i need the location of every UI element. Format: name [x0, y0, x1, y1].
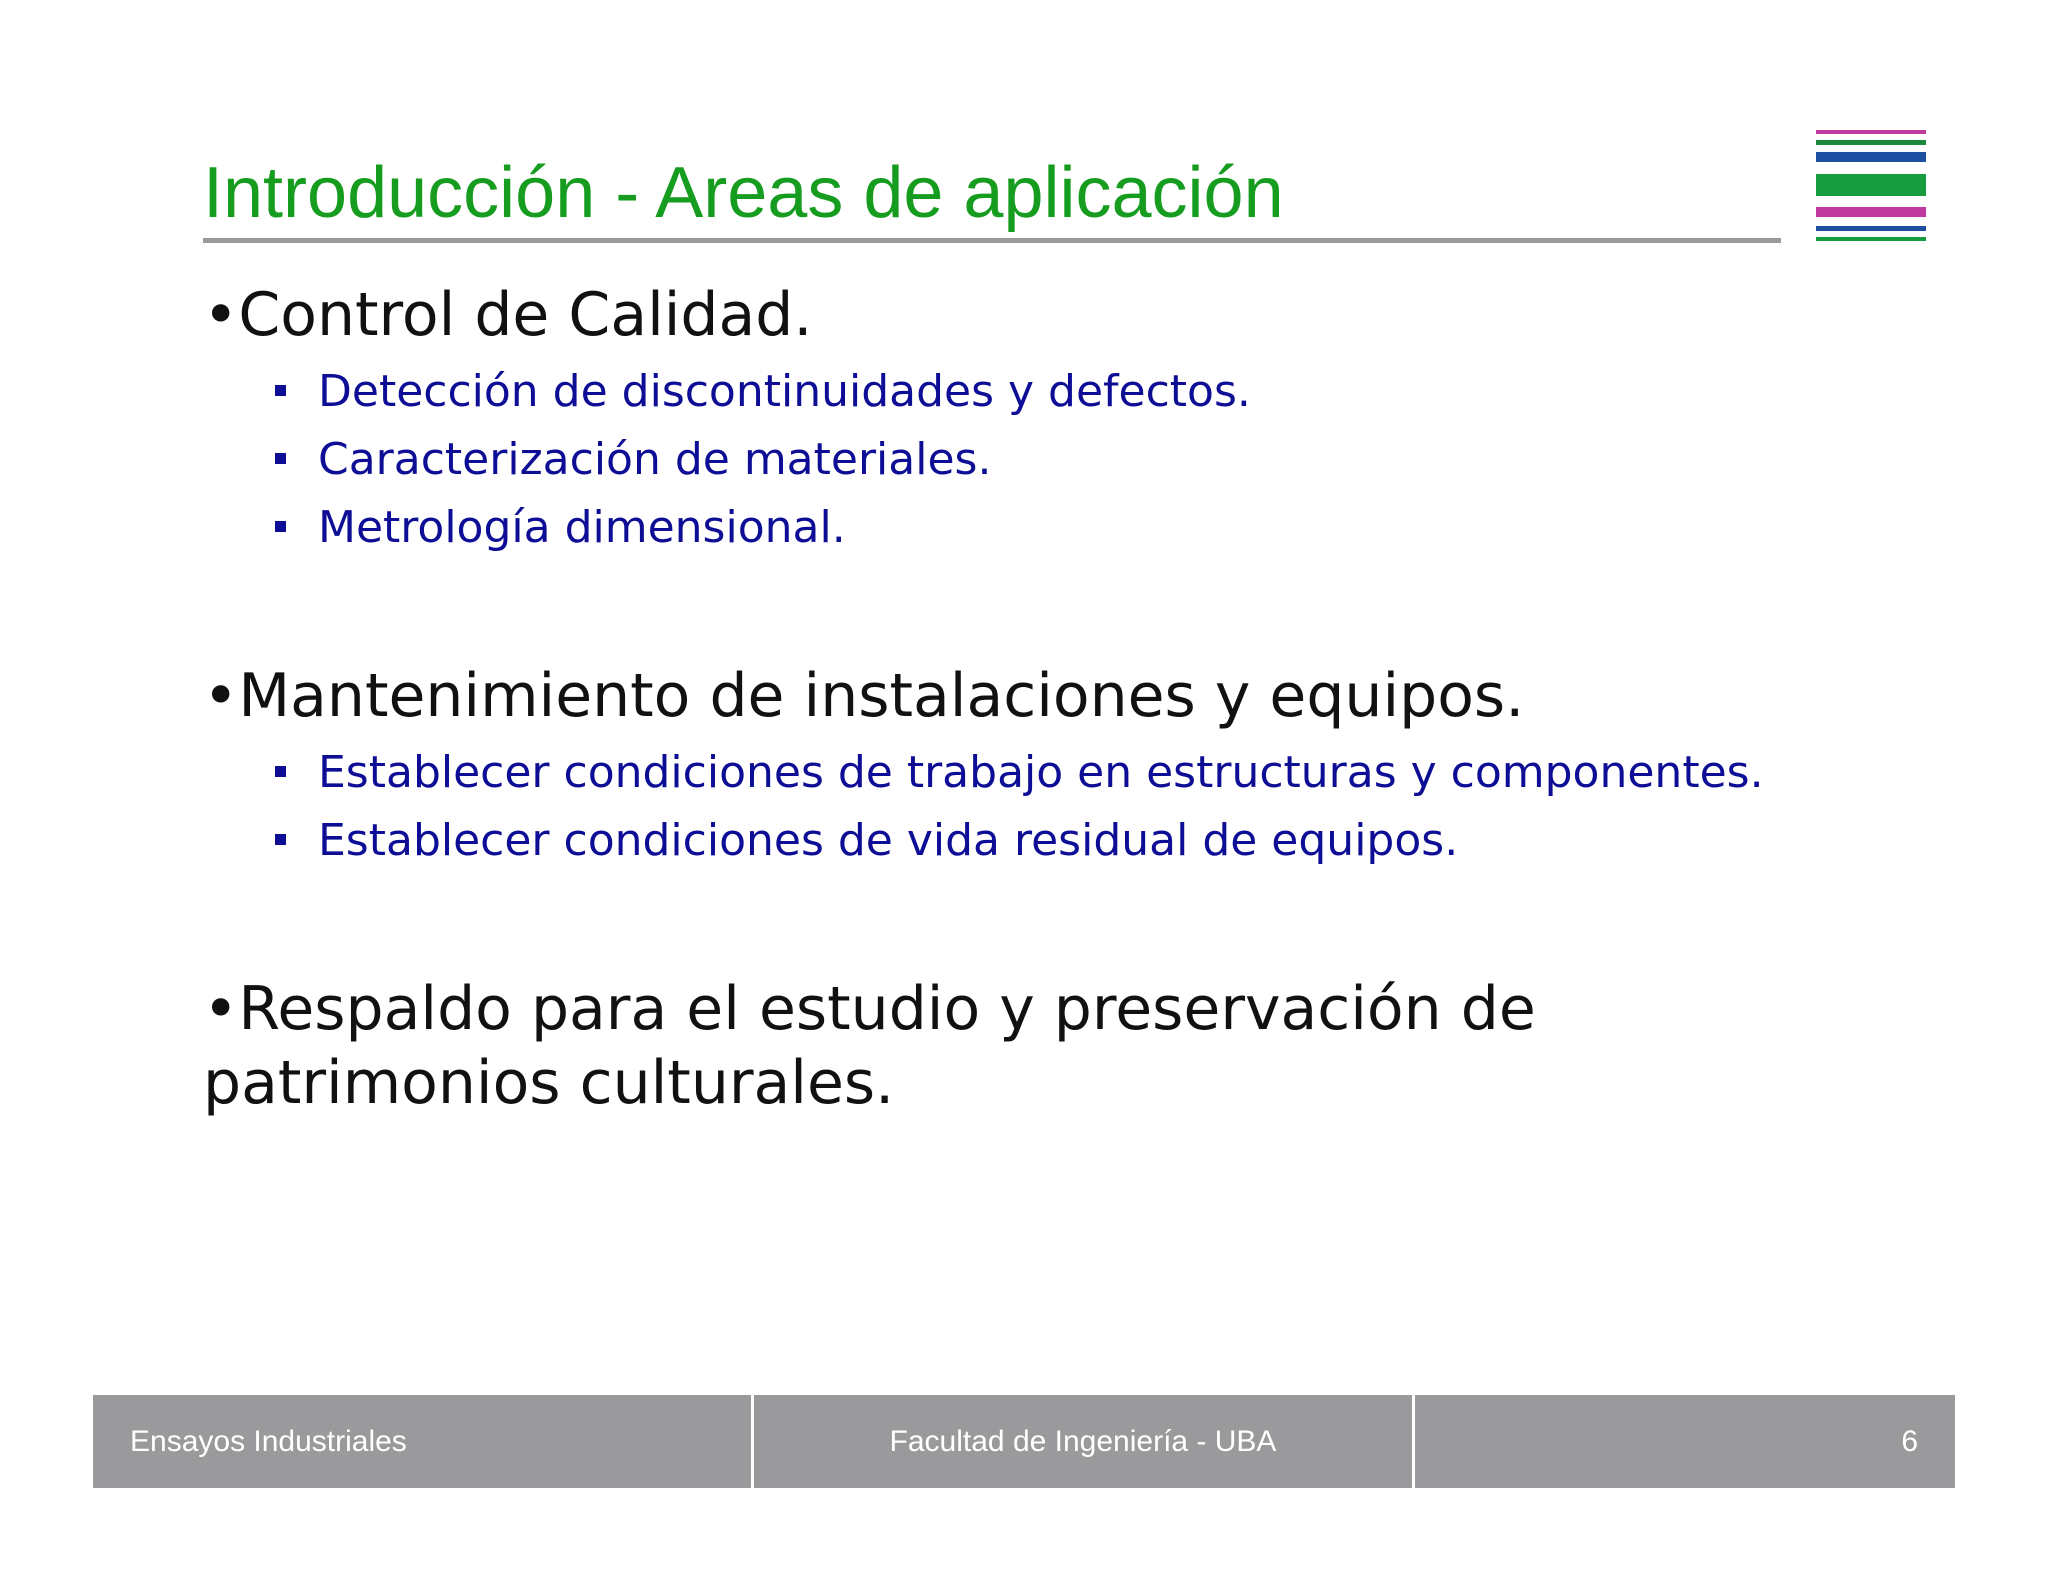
logo-stripe: [1816, 140, 1926, 145]
footer-institution: Facultad de Ingeniería - UBA: [754, 1395, 1412, 1488]
sub-bullet-text: Establecer condiciones de trabajo en estructuras y componentes.: [318, 747, 1764, 798]
square-bullet-icon: [275, 385, 286, 396]
bullet-mantenimiento: •Mantenimiento de instalaciones y equipos.: [203, 661, 1525, 731]
logo-stripe: [1816, 174, 1926, 196]
slide-title: Introducción - Areas de aplicación: [203, 153, 1284, 233]
logo-stripe: [1816, 152, 1926, 162]
sub-bullet: [275, 500, 846, 556]
institution-logo: [1816, 130, 1926, 242]
square-bullet-icon: [275, 453, 286, 464]
logo-stripe: [1816, 130, 1926, 134]
logo-stripe: [1816, 207, 1926, 217]
sub-bullet: [275, 745, 1764, 801]
title-divider: [203, 238, 1781, 243]
footer-page-number: 6: [1415, 1395, 1955, 1488]
bullet-control-calidad: •Control de Calidad.: [203, 280, 813, 350]
logo-stripe: [1816, 237, 1926, 241]
sub-bullet: [275, 813, 1458, 869]
footer-course-name: Ensayos Industriales: [93, 1395, 751, 1488]
square-bullet-icon: [275, 834, 286, 845]
square-bullet-icon: [275, 521, 286, 532]
sub-bullet: [275, 364, 1251, 420]
sub-bullet: [275, 432, 991, 488]
sub-bullet-text: Establecer condiciones de vida residual de equipos.: [318, 815, 1459, 866]
logo-stripe: [1816, 226, 1926, 231]
bullet-respaldo: •Respaldo para el estudio y preservación de patrimonios culturales.: [203, 974, 1536, 1118]
square-bullet-icon: [275, 766, 286, 777]
sub-bullet-text: Detección de discontinuidades y defectos.: [318, 366, 1251, 417]
footer-bar: [93, 1395, 1955, 1488]
sub-bullet-text: Metrología dimensional.: [318, 502, 846, 553]
sub-bullet-text: Caracterización de materiales.: [318, 434, 992, 485]
